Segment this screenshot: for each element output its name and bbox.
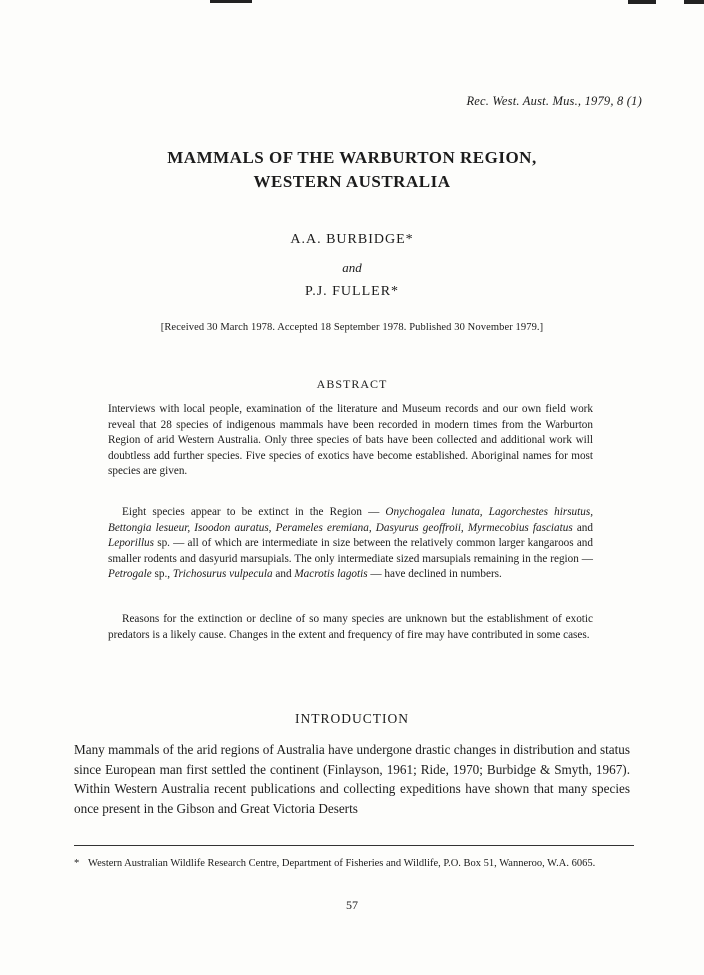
abstract-paragraph-2	[108, 505, 593, 583]
abstract-paragraph-1: Interviews with local people, examination of the literature and Museum records and our own field work reveal that 28 species of indigenous mammals have been recorded in modern times from the Warburton Region of arid Western Australia. Only three species of bats have been collected and additional work will doubtless add further species. Five species of exotics have become established. Aboriginal names for most species are given.	[108, 403, 593, 477]
abstract-p2-text-b: and	[572, 521, 593, 534]
introduction-text: Many mammals of the arid regions of Australia have undergone drastic changes in distribution and status since European man first settled the continent (Finlayson, 1961; Ride, 1970; Burbidge & Smyth, 1967). Within Western Australia recent publications and collecting expeditions have shown that many species once present in the Gibson and Great Victoria Deserts	[74, 742, 630, 816]
scan-edge-mark-left	[210, 0, 252, 3]
paper-title	[100, 146, 604, 194]
species-macrotis: Macrotis lagotis	[294, 568, 368, 580]
footnote	[74, 856, 630, 872]
abstract-p2-text-f: — have declined in numbers.	[367, 568, 502, 580]
footnote-text: Western Australian Wildlife Research Centre, Department of Fisheries and Wildlife, P.O. Box 51, Wanneroo, W.A. 6065.	[88, 858, 596, 869]
title-line-1: MAMMALS OF THE WARBURTON REGION,	[167, 148, 537, 167]
species-leporillus: Leporillus	[108, 537, 155, 549]
publication-dates: [Received 30 March 1978. Accepted 18 September 1978. Published 30 November 1979.]	[160, 322, 544, 333]
scan-edge-mark-far-right	[684, 0, 704, 4]
species-petrogale: Petrogale	[108, 568, 152, 580]
journal-reference: Rec. West. Aust. Mus., 1979, 8 (1)	[466, 94, 642, 108]
page-number: 57	[346, 898, 358, 912]
author-1: A.A. BURBIDGE*	[290, 232, 414, 247]
abstract-p2-text-d: sp.,	[151, 568, 173, 580]
footnote-divider	[74, 845, 634, 846]
abstract-paragraph-3: Reasons for the extinction or decline of so many species are unknown but the establishment of exotic predators is a likely cause. Changes in the extent and frequency of fire may have contributed in some cases.	[108, 613, 593, 641]
species-trichosurus: Trichosurus vulpecula	[172, 568, 273, 580]
abstract-p2-text-e: and	[272, 568, 295, 580]
scan-edge-mark-right	[628, 0, 656, 4]
abstract-heading: ABSTRACT	[316, 377, 388, 391]
title-line-2: WESTERN AUSTRALIA	[253, 172, 451, 191]
author-conjunction: and	[342, 260, 362, 275]
introduction-heading: INTRODUCTION	[295, 711, 409, 726]
abstract-p2-text-a: Eight species appear to be extinct in the Region —	[122, 506, 386, 518]
footnote-mark: *	[74, 858, 80, 869]
abstract-p2-text-c: sp. — all of which are intermediate in size between the relatively common larger kangaroos and smaller rodents and dasyurid marsupials. The only intermediate sized marsupials remaining in the region —	[108, 537, 593, 565]
author-2: P.J. FULLER*	[304, 284, 400, 299]
extinct-species-list: Onychogalea lunata, Lagorchestes hirsutus, Bettongia lesueur, Isoodon auratus, Perameles eremiana, Dasyurus geoffroii, Myrmecobius fasciatus	[108, 506, 594, 534]
